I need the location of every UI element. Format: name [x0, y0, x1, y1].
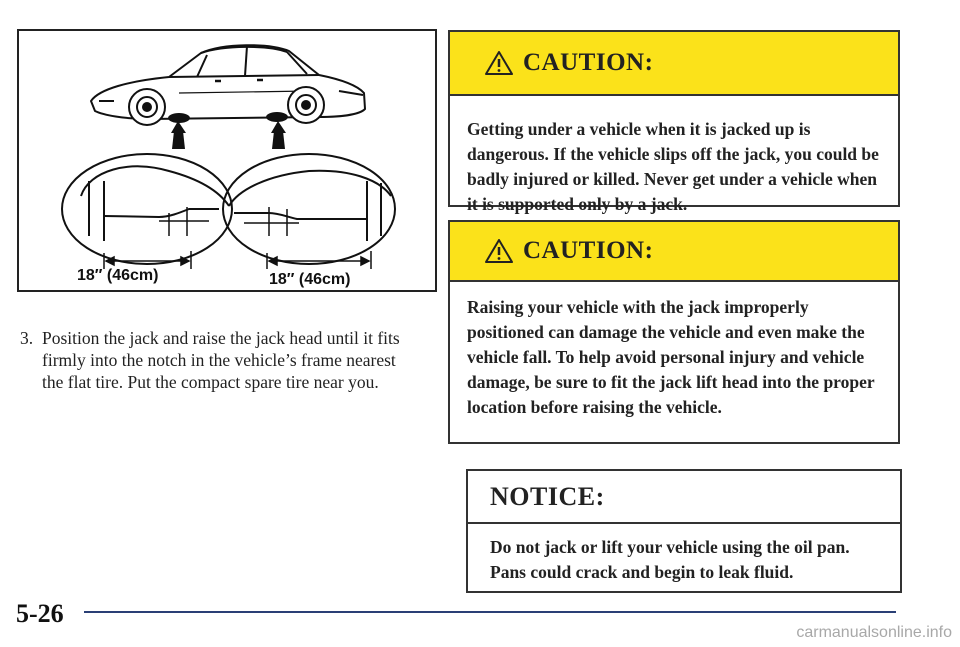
warning-triangle-icon	[484, 238, 514, 264]
instruction-step-3	[20, 327, 420, 393]
caution-box-jack-position	[448, 220, 900, 444]
caution-box-jack-safety	[448, 30, 900, 214]
watermark: carmanualsonline.info	[796, 624, 952, 641]
car-jacking-diagram	[19, 31, 435, 290]
dimension-label-left: 18″ (46cm)	[77, 267, 159, 284]
step-number: 3.	[20, 328, 34, 348]
notice-label: NOTICE:	[490, 481, 605, 511]
left-jack-point-detail	[62, 154, 232, 264]
notice-box-oil-pan	[466, 469, 902, 593]
caution-text: Getting under a vehicle when it is jacked up is dangerous. If the vehicle slips off the jack, you could be badly injured or killed. Never get under a vehicle when it is supported only by a jack.	[467, 119, 879, 214]
front-wheel	[129, 89, 165, 125]
jack-point-arrows	[171, 121, 286, 149]
footer-rule	[84, 611, 896, 613]
notice-text: Do not jack or lift your vehicle using the oil pan. Pans could crack and begin to leak fluid.	[490, 537, 850, 582]
caution-label: CAUTION:	[523, 237, 654, 264]
caution-header	[450, 222, 898, 282]
step-text: Position the jack and raise the jack head until it fits firmly into the notch in the vehicle’s frame nearest the flat tire. Put the compact spare tire near you.	[42, 328, 400, 392]
caution-header	[450, 32, 898, 96]
caution-label: CAUTION:	[523, 49, 654, 76]
jacking-point-illustration	[17, 29, 437, 292]
caution-text: Raising your vehicle with the jack improperly positioned can damage the vehicle and even make the vehicle fall. To help avoid personal injury and vehicle damage, be sure to fit the jack lift head into the proper location before raising the vehicle.	[467, 297, 875, 417]
rear-wheel	[288, 87, 324, 123]
page-number: 5-26	[16, 599, 64, 628]
right-jack-point-detail	[223, 154, 395, 264]
notice-header	[468, 471, 900, 524]
dimension-label-right: 18″ (46cm)	[269, 271, 351, 288]
warning-triangle-icon	[484, 50, 514, 76]
